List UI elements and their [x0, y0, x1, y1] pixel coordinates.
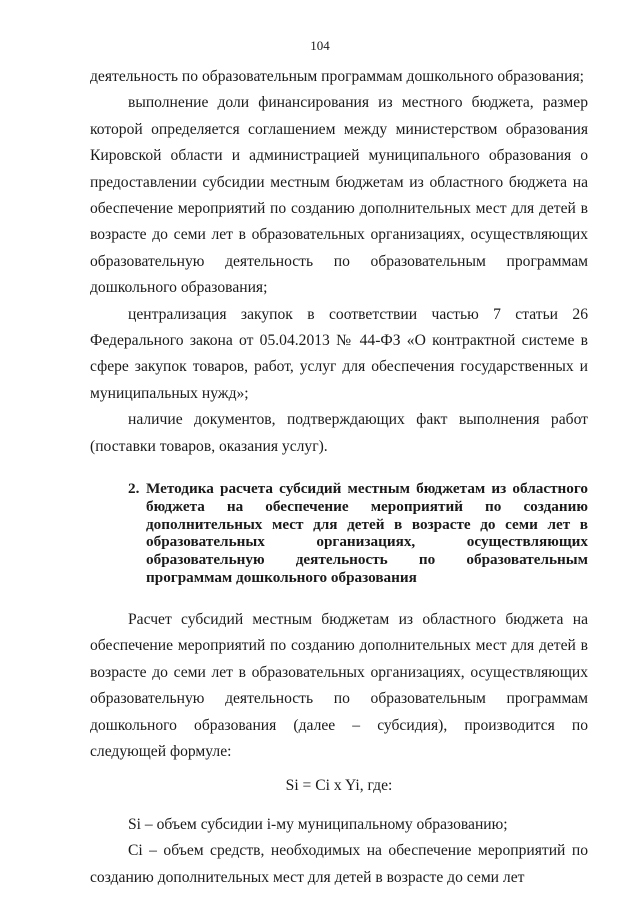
section-title: Методика расчета субсидий местным бюджетам из областного бюджета на обеспечение мероприятий по созданию дополнительных мест для детей в возрасте до семи лет в образовательных организациях, осуществляющих образовательную деятельность по образовательным программам дошкольного образования — [146, 480, 588, 587]
paragraph-financing-share: выполнение доли финансирования из местного бюджета, размер которой определяется соглашением между министерством образования Кировской области и администрацией муниципального образования о предоставлении субсидии местным бюджетам из областного бюджета на обеспечение мероприятий по созданию дополнительных мест для детей в возрасте до семи лет в образовательных организациях, осуществляющих образовательную деятельность по образовательным программам дошкольного образования; — [90, 94, 588, 297]
paragraph-procurement: централизация закупок в соответствии частью 7 статьи 26 Федерального закона от 05.04.2013 № 44-ФЗ «О контрактной системе в сфере закупок товаров, работ, услуг для обеспечения государственных и муниципальных нужд»; — [90, 305, 588, 402]
definition-si: Si – объем субсидии i-му муниципальному образованию; — [128, 815, 508, 833]
section-heading — [90, 480, 588, 587]
definition-ci: Ci – объем средств, необходимых на обеспечение мероприятий по созданию дополнительных мест для детей в возрасте до семи лет — [90, 842, 588, 886]
paragraph-continuation: деятельность по образовательным программам дошкольного образования; — [90, 68, 584, 85]
paragraph-documents: наличие документов, подтверждающих факт выполнения работ (поставки товаров, оказания услуг). — [90, 411, 588, 455]
page-number: 104 — [310, 38, 330, 53]
spacer — [90, 587, 588, 607]
document-body — [90, 64, 588, 891]
section-number: 2. — [128, 480, 140, 498]
paragraph-calculation: Расчет субсидий местным бюджетам из областного бюджета на обеспечение мероприятий по созданию дополнительных мест для детей в возрасте до семи лет в образовательных организациях, осуществляющих образовательную деятельность по образовательным программам дошкольного образования (далее – субсидия), производится по следующей формуле: — [90, 610, 588, 760]
formula: Si = Ci x Yi, где: — [285, 777, 393, 795]
